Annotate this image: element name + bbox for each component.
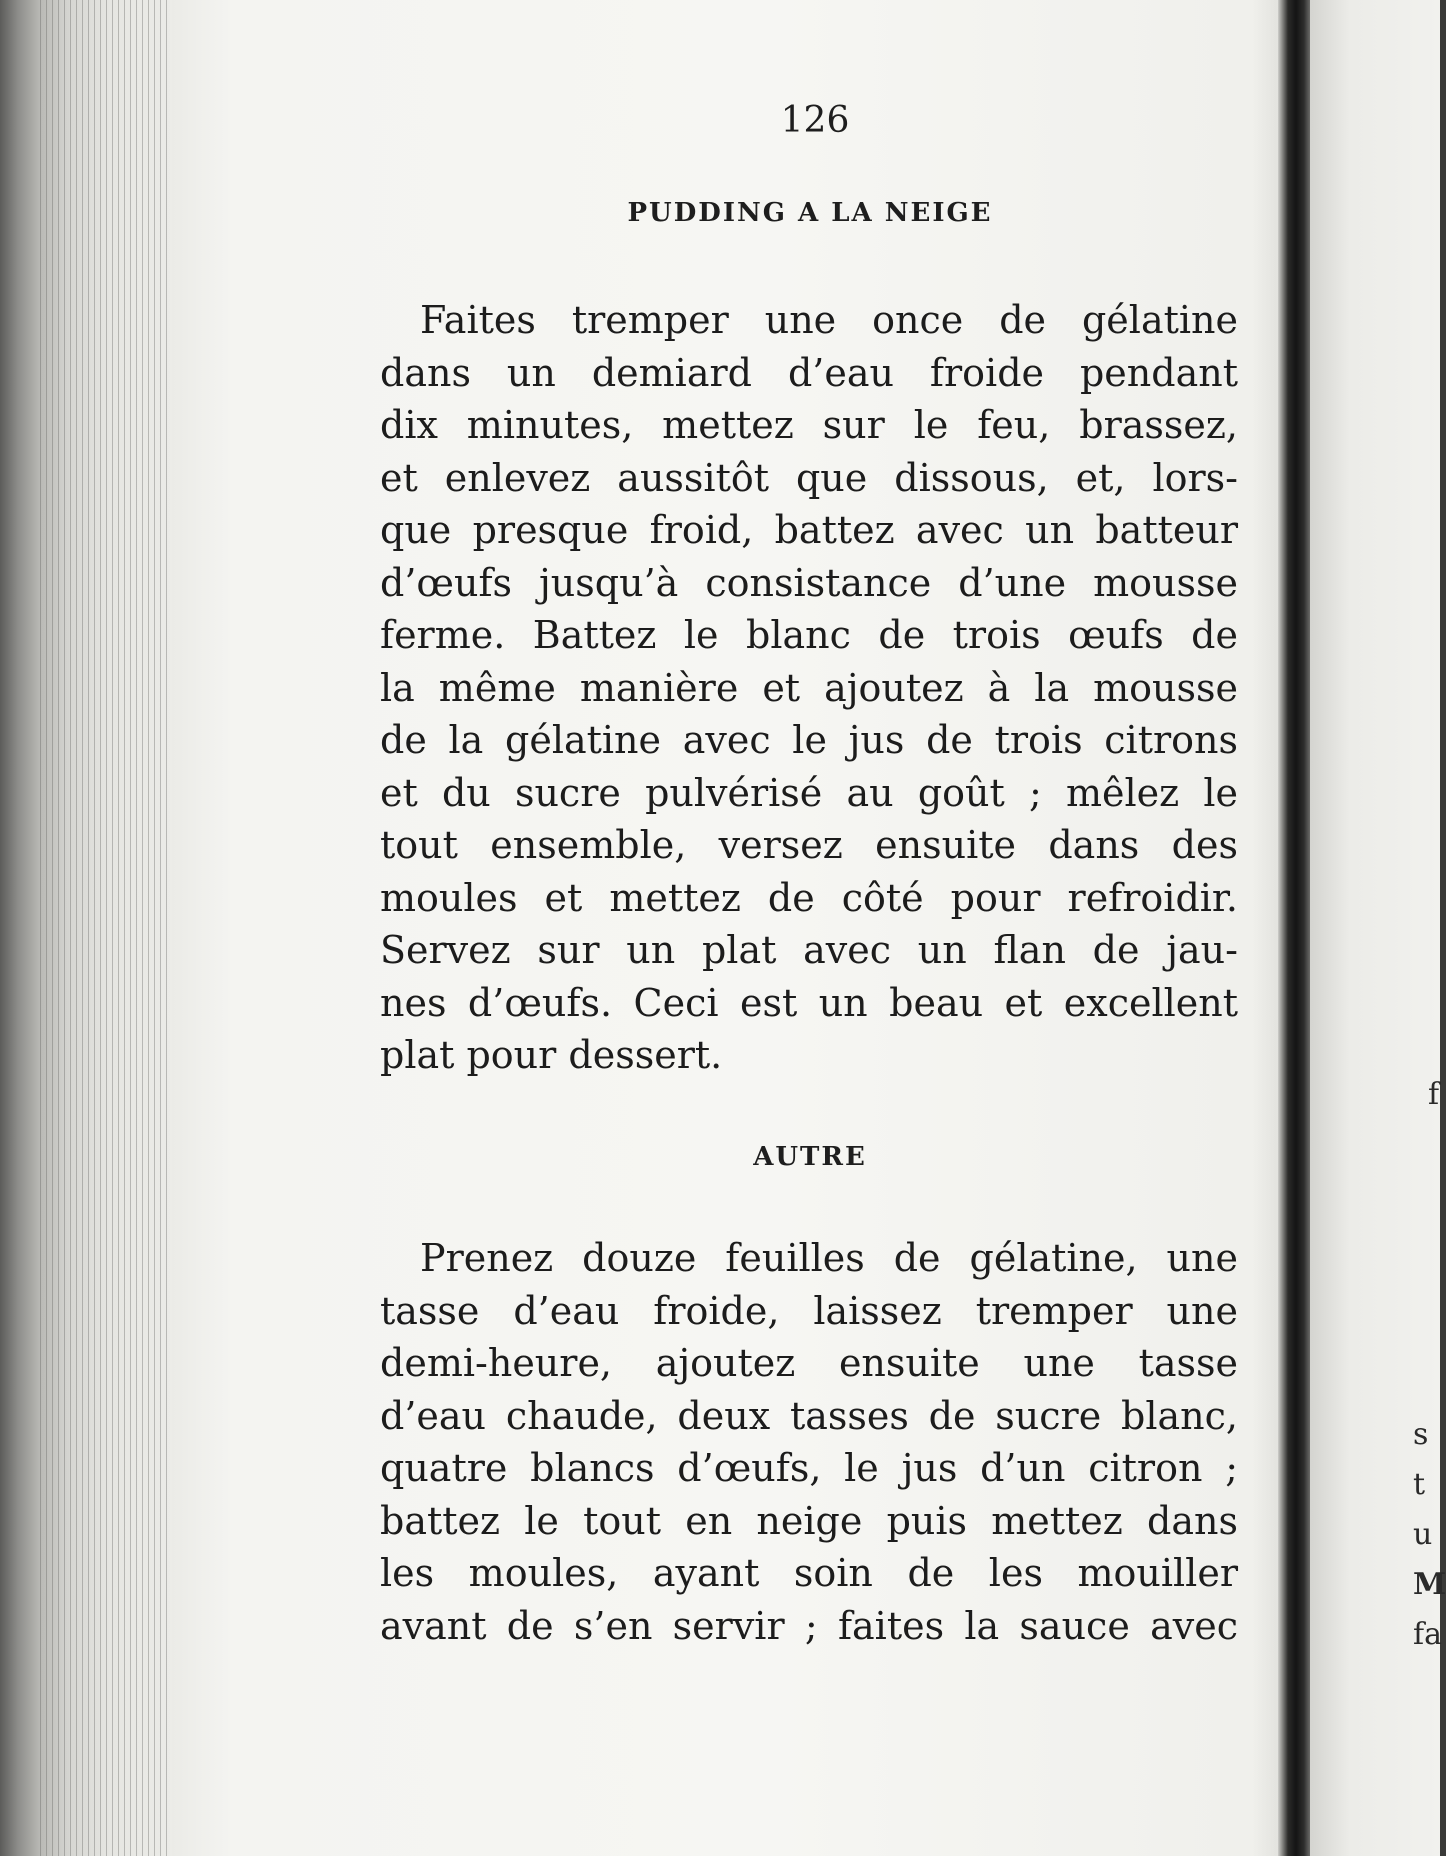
text-line: que presque froid, battez avec un batteur — [380, 508, 1238, 552]
text-line: Faites tremper une once de gélatine — [420, 298, 1238, 342]
text-line: d’eau chaude, deux tasses de sucre blanc, — [380, 1393, 1238, 1438]
text-line: nes d’œufs. Ceci est un beau et excellent — [380, 980, 1238, 1025]
text-line: tout ensemble, versez ensuite dans des — [380, 823, 1238, 867]
text-line: demi-heure, ajoutez ensuite une tasse — [380, 1341, 1238, 1385]
text-line: et enlevez aussitôt que dissous, et, lors- — [380, 455, 1238, 500]
text-line: tasse d’eau froide, laissez tremper une — [380, 1288, 1238, 1333]
text-line: dix minutes, mettez sur le feu, brassez, — [380, 403, 1238, 447]
text-line: Prenez douze feuilles de gélatine, une — [420, 1236, 1238, 1280]
facing-page-fragment: s — [1413, 1417, 1429, 1452]
recipe-paragraph-pudding — [380, 294, 1238, 1082]
text-line: de la gélatine avec le jus de trois citrons — [380, 718, 1238, 762]
text-line: plat pour dessert. — [380, 1033, 723, 1077]
text-line: moules et mettez de côté pour refroidir. — [380, 875, 1238, 920]
facing-page-fragment: u — [1413, 1517, 1433, 1552]
text-line: la même manière et ajoutez à la mousse — [380, 665, 1238, 710]
text-line: avant de s’en servir ; faites la sauce avec — [380, 1603, 1238, 1648]
book-gutter — [1278, 0, 1310, 1856]
recipe-heading-pudding: PUDDING A LA NEIGE — [627, 198, 993, 228]
facing-page-fragment: t — [1413, 1467, 1426, 1502]
page-number: 126 — [780, 100, 850, 141]
text-line: d’œufs jusqu’à consistance d’une mousse — [380, 560, 1238, 605]
text-line: les moules, ayant soin de les mouiller — [380, 1551, 1238, 1595]
text-line: quatre blancs d’œufs, le jus d’un citron ; — [380, 1446, 1238, 1490]
text-line: Servez sur un plat avec un flan de jau- — [380, 928, 1238, 972]
page-edges — [0, 0, 175, 1856]
recipe-heading-autre: AUTRE — [753, 1142, 867, 1172]
facing-page — [1310, 0, 1446, 1856]
text-line: ferme. Battez le blanc de trois œufs de — [380, 613, 1238, 657]
text-line: battez le tout en neige puis mettez dans — [380, 1498, 1238, 1543]
recipe-paragraph-autre — [380, 1232, 1238, 1652]
facing-page-fragment: fa — [1413, 1617, 1442, 1652]
text-line: dans un demiard d’eau froide pendant — [380, 350, 1238, 395]
facing-page-fragment: f — [1428, 1077, 1440, 1112]
text-line: et du sucre pulvérisé au goût ; mêlez le — [380, 770, 1238, 815]
facing-page-fragment: M — [1413, 1567, 1446, 1602]
